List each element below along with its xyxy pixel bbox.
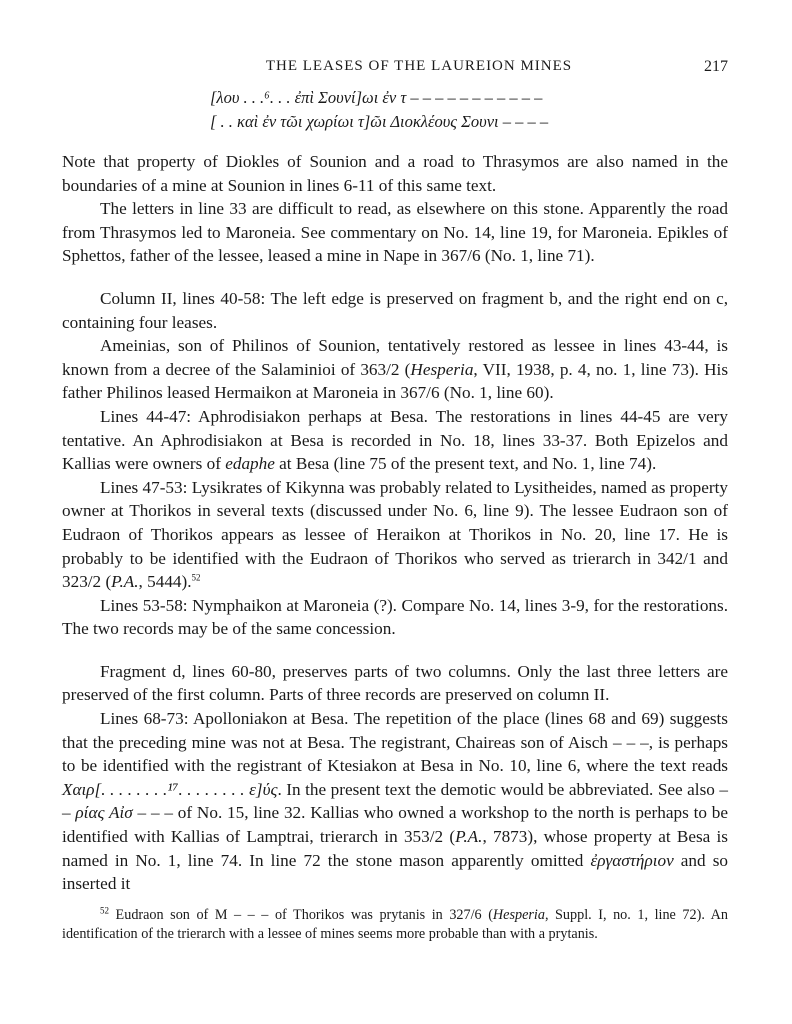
text-run: – – – of No. 15, line 32. Kallias who owned a workshop to the north is perhaps to be identified with Kallias of Lamptrai, trierarch in 353/2 ( bbox=[62, 803, 729, 847]
italic-text: ἐργαστήριον bbox=[590, 850, 674, 870]
text-run: Ameinias, son of Philinos of Sounion, tentatively restored as lessee in lines 43-44, is known from a decree of the Salaminioi of 363/2 ( bbox=[62, 336, 728, 379]
text-run: , VII, 1938, p. 4, no. 1, line 73). His father Philinos leased Hermaikon at Maroneia in 367/6 (No. 1, line 60). bbox=[62, 359, 729, 403]
footnotes bbox=[62, 906, 728, 944]
paragraph bbox=[62, 150, 728, 197]
page-number: 217 bbox=[704, 58, 728, 75]
text-run: Lines 47-53: Lysikrates of Kikynna was probably related to Lysitheides, named as property owner at Thorikos in several texts (discussed under No. 6, line 9). The lessee Eudraon son of Eudraon of Thorikos appears as lessee of Heraikon at Thorikos in No. 20, line 17. He is probably to be identified with the Eudraon of Thorikos who served as trierarch in 342/1 and 323/2 ( bbox=[62, 477, 728, 592]
text-run: , Suppl. I, no. 1, line 72). An identification of the trierarch with a lessee of mines seems more probable than with a prytanis. bbox=[62, 906, 728, 942]
paragraph bbox=[62, 476, 728, 594]
paragraph bbox=[62, 660, 728, 707]
italic-text: Hesperia bbox=[410, 359, 474, 379]
text-run: Fragment d, lines 60-80, preserves parts of two columns. Only the last three letters are preserved of the first column. Parts of three records are preserved on column II. bbox=[62, 661, 728, 705]
text-run: at Besa (line 75 of the present text, and No. 1, line 74). bbox=[274, 454, 657, 474]
text-run: . In the present text the demotic would be abbreviated. See also – – bbox=[62, 779, 728, 823]
paragraph bbox=[62, 405, 728, 476]
italic-text: Hesperia bbox=[492, 906, 545, 923]
italic-text: ρίας Αἰσ bbox=[75, 803, 133, 823]
italic-text: Χαιρ[. . . . . . . .¹⁷. . . . . . . . ε]ύς bbox=[62, 779, 278, 799]
greek-inscription-line: [λου . . .⁶. . . ἐπὶ Σουνί]ωι ἐν τ – – – – – – – – – – – bbox=[210, 88, 543, 107]
text-run: , 7873), whose property at Besa is named in No. 1, line 74. In line 72 the stone mason apparently omitted bbox=[62, 827, 728, 870]
italic-text: edaphe bbox=[225, 454, 275, 474]
paragraph bbox=[62, 334, 728, 405]
text-run: Note that property of Diokles of Sounion and a road to Thrasymos are also named in the boundaries of a mine at Sounion in lines 6-11 of this same text. bbox=[62, 152, 728, 195]
text-run: and so inserted it bbox=[62, 850, 728, 894]
commentary-body bbox=[62, 150, 728, 896]
text-run: , 5444). bbox=[138, 572, 192, 592]
text-run: Column II, lines 40-58: The left edge is preserved on fragment b, and the right end on c, containing four leases. bbox=[62, 288, 728, 332]
page-header bbox=[62, 52, 728, 80]
running-head: THE LEASES OF THE LAUREION MINES bbox=[265, 58, 573, 74]
text-run: Lines 68-73: Apolloniakon at Besa. The repetition of the place (lines 68 and 69) suggests that the preceding mine was not at Besa. The registrant, Chaireas son of Aisch – – –, is perhaps to be identified with the registrant of Ktesiakon at Besa in No. 10, line 6, where the text reads bbox=[62, 709, 728, 776]
text-run: The letters in line 33 are difficult to read, as elsewhere on this stone. Apparently the road from Thrasymos led to Maroneia. See commentary on No. 14, line 19, for Maroneia. Epikles of Sphettos, father of the lessee, leased a mine in Nape in 367/6 (No. 1, line 71). bbox=[62, 199, 728, 266]
greek-inscription-block bbox=[62, 86, 728, 134]
italic-text: P.A. bbox=[455, 827, 483, 847]
footnote-marker: 52 bbox=[100, 905, 109, 916]
page bbox=[62, 52, 728, 944]
paragraph bbox=[62, 197, 728, 268]
paragraph bbox=[62, 287, 728, 334]
text-run: Lines 44-47: Aphrodisiakon perhaps at Besa. The restorations in lines 44-45 are very tentative. An Aphrodisiakon at Besa is recorded in No. 18, lines 33-37. Both Epizelos and Kallias were owners of bbox=[62, 406, 728, 474]
text-run: Lines 53-58: Nymphaikon at Maroneia (?). Compare No. 14, lines 3-9, for the restorations. The two records may be of the same concession. bbox=[62, 595, 728, 639]
text-run: Eudraon son of M – – – of Thorikos was prytanis in 327/6 ( bbox=[109, 906, 493, 923]
greek-inscription-line: [ . . καὶ ἐν τῶι χωρίωι τ]ῶι Διοκλέους Σουνι – – – – bbox=[210, 112, 549, 131]
footnote bbox=[62, 906, 728, 944]
paragraph bbox=[62, 594, 728, 641]
paragraph bbox=[62, 707, 728, 896]
footnote-marker: 52 bbox=[191, 572, 201, 583]
italic-text: P.A. bbox=[111, 572, 139, 592]
